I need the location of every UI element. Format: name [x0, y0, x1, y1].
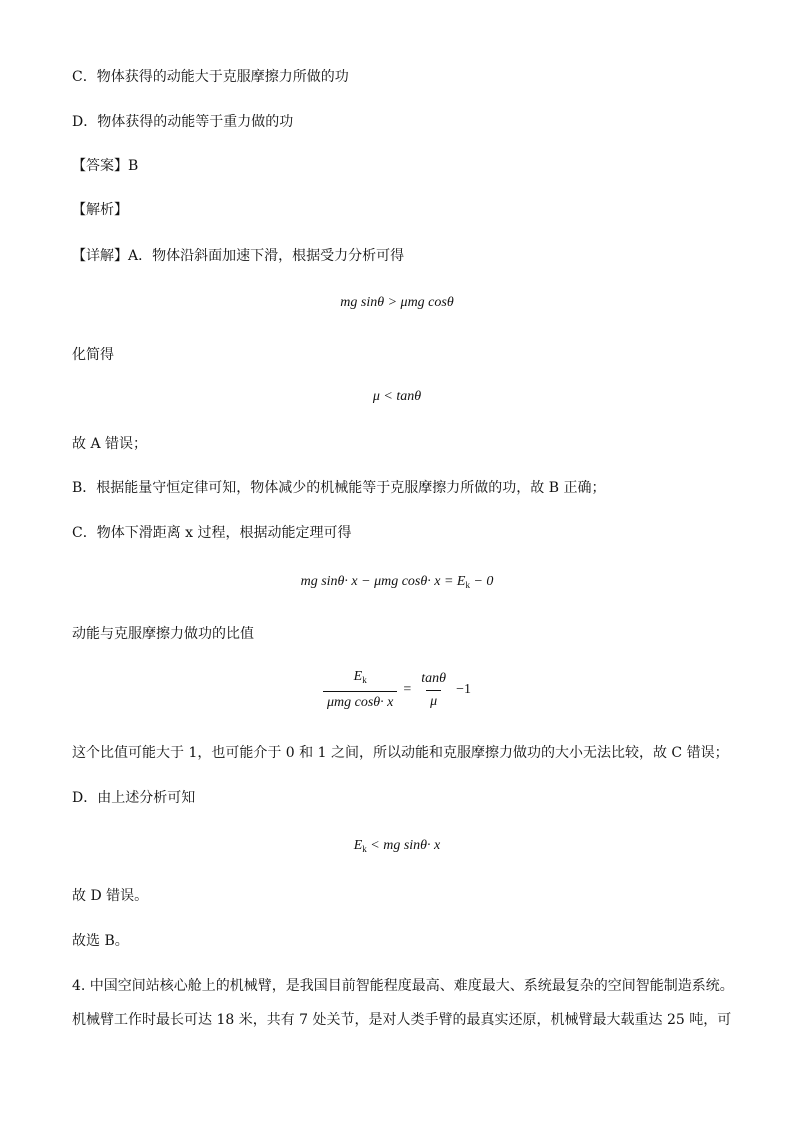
detail-a: 【详解】A．物体沿斜面加速下滑，根据受力分析可得: [72, 248, 405, 264]
equation-1: mg sinθ > μmg cosθ: [340, 295, 454, 310]
equals-sign: =: [403, 682, 412, 697]
part-b: B．根据能量守恒定律可知，物体减少的机械能等于克服摩擦力所做的功，故 B 正确；: [72, 480, 606, 496]
equation-3-sub: k: [465, 580, 470, 590]
equation-2: μ < tanθ: [372, 389, 422, 404]
fraction-left-num: [350, 668, 371, 691]
fraction-right-den: μ: [426, 690, 441, 711]
wrong-a: 故 A 错误；: [72, 436, 148, 452]
fraction-right-num: tanθ: [421, 670, 447, 686]
question-4-line-1: 4. 中国空间站核心舱上的机械臂，是我国目前智能程度最高、难度最大、系统最复杂的空间智能制造系统。: [72, 978, 734, 994]
wrong-d: 故 D 错误。: [72, 888, 149, 904]
part-c: C．物体下滑距离 x 过程，根据动能定理可得: [72, 525, 352, 541]
option-d: D．物体获得的动能等于重力做的功: [72, 114, 294, 130]
equation-5-sub: k: [362, 844, 367, 854]
equation-3-left: mg sinθ· x − μmg cosθ· x = E: [300, 574, 466, 589]
analysis-label: 【解析】: [72, 202, 128, 218]
equation-5: [0, 836, 794, 859]
fraction-left-den: μmg cosθ· x: [323, 691, 397, 712]
equation-3-right: − 0: [469, 574, 494, 589]
simplify-text: 化简得: [72, 347, 114, 363]
ratio-intro: 动能与克服摩擦力做功的比值: [72, 626, 254, 642]
equation-3: [0, 572, 794, 595]
ratio-comment: 这个比值可能大于 1，也可能介于 0 和 1 之间，所以动能和克服摩擦力做功的大小无法比较，故 C 错误；: [72, 745, 729, 761]
question-4-line-2: 机械臂工作时最长可达 18 米，共有 7 处关节，是对人类手臂的最真实还原，机械臂最大载重达 25 吨，可: [72, 1012, 732, 1028]
equation-5-left: E: [353, 838, 363, 853]
eq4-num-text: E: [353, 669, 363, 684]
choose-b: 故选 B。: [72, 933, 129, 949]
minus-one: −1: [456, 682, 471, 697]
eq4-num-sub: k: [362, 675, 367, 685]
fraction-right: [417, 670, 450, 711]
option-c: C．物体获得的动能大于克服摩擦力所做的功: [72, 69, 349, 85]
equation-5-right: < mg sinθ· x: [366, 838, 441, 853]
answer-label: 【答案】B: [72, 158, 139, 174]
equation-4: [0, 668, 794, 712]
fraction-left: [323, 668, 397, 712]
part-d: D．由上述分析可知: [72, 790, 196, 806]
